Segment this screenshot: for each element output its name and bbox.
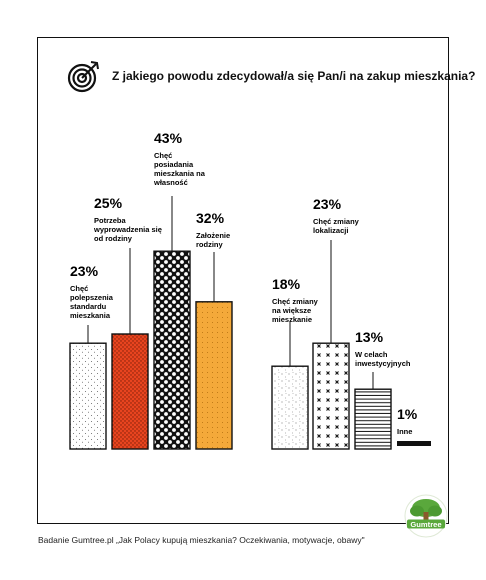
value-label: 23% <box>70 263 99 279</box>
category-label: od rodziny <box>94 234 132 243</box>
bar <box>112 334 148 449</box>
category-label: Chęć <box>70 284 89 293</box>
category-label: Inne <box>397 427 413 436</box>
category-label: mieszkania na <box>154 169 205 178</box>
value-label: 1% <box>397 406 418 422</box>
category-label: Założenie <box>196 231 231 240</box>
bar <box>272 366 308 449</box>
category-label: polepszenia <box>70 293 113 302</box>
category-label: mieszkanie <box>272 315 313 324</box>
chart-title: Z jakiego powodu zdecydował/a się Pan/i na zakup mieszkania? <box>112 69 476 83</box>
bar <box>196 302 232 449</box>
category-label: Chęć <box>154 151 173 160</box>
category-label: lokalizacji <box>313 226 349 235</box>
category-label: inwestycyjnych <box>355 359 411 368</box>
category-label: posiadania <box>154 160 194 169</box>
value-label: 13% <box>355 329 384 345</box>
value-label: 23% <box>313 196 342 212</box>
category-label: W celach <box>355 350 388 359</box>
category-label: własność <box>154 178 188 187</box>
bar <box>355 389 391 449</box>
value-label: 18% <box>272 276 301 292</box>
category-label: rodziny <box>196 240 223 249</box>
bar <box>397 441 431 446</box>
category-label: Potrzeba <box>94 216 126 225</box>
category-label: wyprowadzenia się <box>94 225 162 234</box>
bar <box>313 343 349 449</box>
value-label: 32% <box>196 210 225 226</box>
category-label: Chęć zmiany <box>272 297 318 306</box>
category-label: mieszkania <box>70 311 111 320</box>
source-note: Badanie Gumtree.pl „Jak Polacy kupują mieszkania? Oczekiwania, motywacje, obawy" <box>38 535 365 545</box>
bar <box>70 343 106 449</box>
value-label: 25% <box>94 195 123 211</box>
category-label: standardu <box>70 302 107 311</box>
category-label: na większe <box>272 306 312 315</box>
category-label: Chęć zmiany <box>313 217 359 226</box>
logo-text: Gumtree <box>410 519 442 529</box>
bar <box>154 251 190 449</box>
value-label: 43% <box>154 130 183 146</box>
gumtree-logo <box>404 494 448 543</box>
